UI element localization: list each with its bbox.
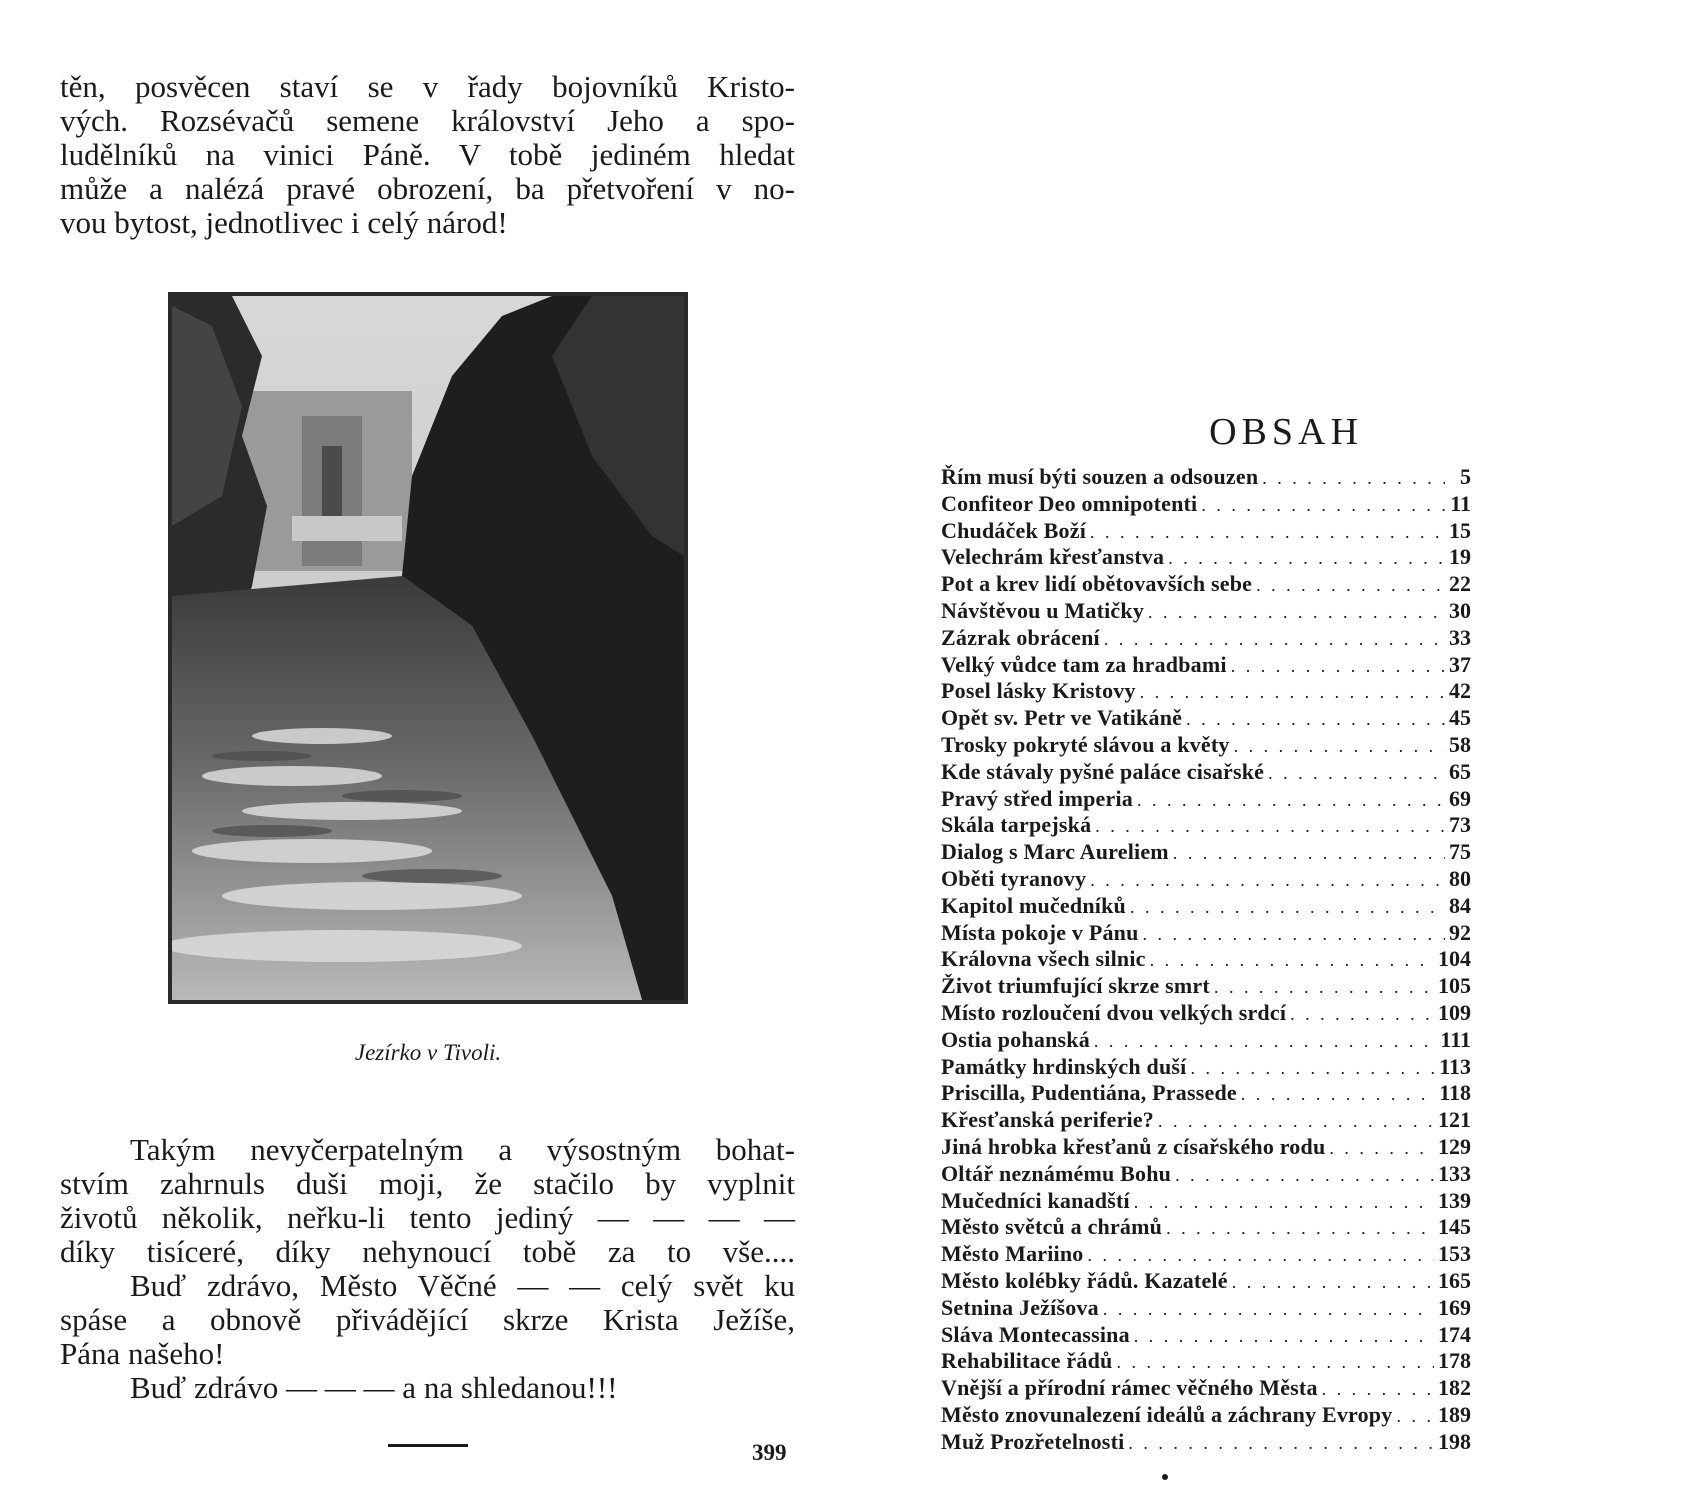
toc-entry-page: 104: [1438, 946, 1471, 972]
text-line: Takým nevyčerpatelným a výsostným bohat-: [130, 1132, 795, 1167]
text-line: stvím zahrnuls duši moji, že stačilo by vyplnit: [60, 1166, 795, 1201]
toc-dot-leader: [1094, 1031, 1437, 1052]
toc-entry-page: 121: [1438, 1107, 1471, 1133]
toc-entry-title: Zázrak obrácení: [941, 624, 1100, 650]
toc-entry-title: Místa pokoje v Pánu: [941, 919, 1139, 945]
toc-entry: [941, 1402, 1471, 1429]
toc-dot-leader: [1103, 1299, 1434, 1320]
toc-entry: [941, 1134, 1471, 1161]
toc-entry: [941, 1268, 1471, 1295]
text-line: ludělníků na vinici Páně. V tobě jediném hledat: [60, 137, 795, 172]
toc-dot-leader: [1175, 1165, 1434, 1186]
toc-entry: [941, 786, 1471, 813]
toc-entry-page: 45: [1449, 705, 1471, 731]
toc-entry-page: 113: [1439, 1053, 1471, 1079]
toc-entry-title: Město světců a chrámů: [941, 1214, 1163, 1240]
toc-dot-leader: [1234, 736, 1445, 757]
toc-entry: [941, 598, 1471, 625]
toc-dot-leader: [1231, 656, 1445, 677]
toc-dot-leader: [1140, 682, 1445, 703]
text-line: spáse a obnově přivádějící skrze Krista Ježíše,: [60, 1302, 795, 1337]
toc-dot-leader: [1241, 1084, 1435, 1105]
toc-entry-page: 111: [1440, 1026, 1471, 1052]
photo-lake-tivoli: [168, 292, 688, 1004]
toc-entry-page: 84: [1449, 892, 1471, 918]
table-of-contents: [941, 464, 1471, 1455]
text-line: Pána našeho!: [60, 1336, 225, 1371]
toc-entry: [941, 1375, 1471, 1402]
toc-dot-leader: [1090, 522, 1445, 543]
toc-entry: [941, 544, 1471, 571]
toc-dot-leader: [1130, 897, 1445, 918]
toc-entry: [941, 1241, 1471, 1268]
toc-entry-title: Město znovunalezení ideálů a záchrany Evropy: [941, 1401, 1393, 1427]
toc-entry-page: 42: [1449, 678, 1471, 704]
toc-entry-page: 118: [1439, 1080, 1471, 1106]
text-line: těn, posvěcen staví se v řady bojovníků Kristo-: [60, 69, 795, 104]
toc-entry: [941, 812, 1471, 839]
toc-entry: [941, 678, 1471, 705]
toc-entry-page: 37: [1449, 651, 1471, 677]
toc-entry-title: Chudáček Boží: [941, 517, 1087, 543]
text-line: Buď zdrávo, Město Věčné — — celý svět ku: [130, 1268, 795, 1303]
toc-entry: [941, 652, 1471, 679]
toc-entry-title: Dialog s Marc Aureliem: [941, 839, 1169, 865]
toc-entry-page: 58: [1449, 731, 1471, 757]
text-line: vých. Rozsévačů semene království Jeho a spo-: [60, 103, 795, 138]
text-line: životů několik, neřku-li tento jediný — — — —: [60, 1200, 795, 1235]
toc-entry: [941, 464, 1471, 491]
toc-entry: [941, 759, 1471, 786]
toc-dot-leader: [1190, 1058, 1435, 1079]
toc-entry: [941, 1188, 1471, 1215]
toc-entry: [941, 1429, 1471, 1456]
toc-entry-title: Město kolébky řádů. Kazatelé: [941, 1267, 1228, 1293]
toc-entry-title: Pravý střed imperia: [941, 785, 1133, 811]
toc-entry-page: 133: [1438, 1160, 1471, 1186]
toc-entry: [941, 518, 1471, 545]
toc-dot-leader: [1090, 870, 1445, 891]
toc-entry-page: 11: [1450, 490, 1471, 516]
toc-entry-title: Velechrám křesťanstva: [941, 544, 1165, 570]
toc-entry-page: 22: [1449, 571, 1471, 597]
text-line: vou bytost, jednotlivec i celý národ!: [60, 205, 508, 240]
toc-entry-title: Velký vůdce tam za hradbami: [941, 651, 1227, 677]
toc-entry-title: Rehabilitace řádů: [941, 1348, 1113, 1374]
toc-dot-leader: [1088, 1245, 1434, 1266]
toc-entry-page: 129: [1438, 1133, 1471, 1159]
toc-entry-page: 198: [1438, 1428, 1471, 1454]
toc-dot-leader: [1150, 950, 1434, 971]
toc-entry-title: Jiná hrobka křesťanů z císařského rodu: [941, 1133, 1326, 1159]
toc-entry-title: Město Mariino: [941, 1241, 1084, 1267]
text-line: může a nalézá pravé obrození, ba přetvoření v no-: [60, 171, 795, 206]
toc-entry-title: Královna všech silnic: [941, 946, 1146, 972]
toc-entry: [941, 1161, 1471, 1188]
toc-dot-leader: [1268, 763, 1445, 784]
toc-dot-leader: [1201, 495, 1445, 516]
toc-entry-title: Život triumfující skrze smrt: [941, 973, 1210, 999]
toc-entry: [941, 1295, 1471, 1322]
toc-entry: [941, 1348, 1471, 1375]
toc-entry: [941, 839, 1471, 866]
toc-entry: [941, 705, 1471, 732]
toc-entry-title: Vnější a přírodní rámec věčného Města: [941, 1375, 1318, 1401]
toc-dot-leader: [1329, 1138, 1434, 1159]
text-line: Buď zdrávo — — — a na shledanou!!!: [130, 1370, 618, 1405]
toc-entry-page: 19: [1449, 544, 1471, 570]
toc-entry-title: Místo rozloučení dvou velkých srdcí: [941, 999, 1287, 1025]
decorative-dot: [1162, 1474, 1168, 1480]
toc-entry: [941, 732, 1471, 759]
text-line: díky tisíceré, díky nehynoucí tobě za to vše....: [60, 1234, 795, 1269]
toc-dot-leader: [1128, 1433, 1434, 1454]
toc-entry-title: Návštěvou u Matičky: [941, 597, 1145, 623]
toc-entry: [941, 973, 1471, 1000]
toc-dot-leader: [1168, 548, 1445, 569]
toc-entry-page: 105: [1438, 973, 1471, 999]
toc-entry-page: 178: [1438, 1348, 1471, 1374]
intro-paragraph: [60, 70, 795, 240]
toc-entry: [941, 1107, 1471, 1134]
toc-entry: [941, 491, 1471, 518]
toc-entry: [941, 866, 1471, 893]
toc-entry-page: 139: [1438, 1187, 1471, 1213]
toc-entry-title: Skála tarpejská: [941, 812, 1092, 838]
toc-entry-page: 80: [1449, 865, 1471, 891]
toc-entry-title: Pot a krev lidí obětovavších sebe: [941, 571, 1253, 597]
toc-entry-title: Trosky pokryté slávou a květy: [941, 731, 1230, 757]
toc-entry: [941, 946, 1471, 973]
toc-dot-leader: [1396, 1406, 1434, 1427]
toc-dot-leader: [1214, 977, 1434, 998]
toc-dot-leader: [1290, 1004, 1434, 1025]
toc-entry-page: 5: [1460, 464, 1471, 489]
toc-entry: [941, 571, 1471, 598]
toc-dot-leader: [1095, 816, 1445, 837]
toc-entry-title: Oběti tyranovy: [941, 865, 1087, 891]
toc-entry-title: Confiteor Deo omnipotenti: [941, 490, 1198, 516]
toc-entry-page: 30: [1449, 597, 1471, 623]
toc-entry: [941, 920, 1471, 947]
toc-entry-page: 169: [1438, 1294, 1471, 1320]
toc-entry: [941, 1322, 1471, 1349]
toc-dot-leader: [1262, 468, 1445, 489]
toc-entry-page: 145: [1438, 1214, 1471, 1240]
toc-entry-title: Mučedníci kanadští: [941, 1187, 1130, 1213]
toc-entry-title: Ostia pohanská: [941, 1026, 1090, 1052]
toc-dot-leader: [1134, 1326, 1434, 1347]
toc-dot-leader: [1158, 1111, 1434, 1132]
toc-entry: [941, 1000, 1471, 1027]
toc-heading: OBSAH: [1209, 411, 1363, 454]
toc-dot-leader: [1322, 1379, 1434, 1400]
toc-entry: [941, 1027, 1471, 1054]
photo-image: [172, 296, 684, 1000]
toc-dot-leader: [1143, 924, 1445, 945]
toc-entry-title: Setnina Ježíšova: [941, 1294, 1099, 1320]
toc-entry-page: 153: [1438, 1241, 1471, 1267]
toc-entry: [941, 1080, 1471, 1107]
toc-entry-page: 69: [1449, 785, 1471, 811]
toc-dot-leader: [1104, 629, 1445, 650]
toc-entry-title: Oltář neznámému Bohu: [941, 1160, 1172, 1186]
toc-entry-title: Opět sv. Petr ve Vatikáně: [941, 705, 1183, 731]
toc-entry-title: Posel lásky Kristovy: [941, 678, 1136, 704]
toc-entry-page: 92: [1449, 919, 1471, 945]
toc-entry-page: 189: [1438, 1401, 1471, 1427]
toc-entry-title: Priscilla, Pudentiána, Prassede: [941, 1080, 1237, 1106]
closing-paragraph: [60, 1133, 795, 1405]
toc-dot-leader: [1137, 790, 1445, 811]
toc-entry-page: 165: [1438, 1267, 1471, 1293]
toc-dot-leader: [1134, 1192, 1434, 1213]
toc-entry-page: 75: [1449, 839, 1471, 865]
toc-entry-title: Kapitol mučedníků: [941, 892, 1126, 918]
toc-entry: [941, 1054, 1471, 1081]
toc-entry-page: 174: [1438, 1321, 1471, 1347]
toc-entry-page: 33: [1449, 624, 1471, 650]
toc-dot-leader: [1116, 1352, 1434, 1373]
toc-entry-title: Kde stávaly pyšné paláce cisařské: [941, 758, 1265, 784]
toc-entry-title: Křesťanská periferie?: [941, 1107, 1155, 1133]
toc-entry: [941, 625, 1471, 652]
toc-entry-page: 65: [1449, 758, 1471, 784]
toc-dot-leader: [1232, 1272, 1434, 1293]
toc-dot-leader: [1256, 575, 1445, 596]
toc-entry-page: 182: [1438, 1375, 1471, 1401]
toc-dot-leader: [1148, 602, 1445, 623]
toc-dot-leader: [1186, 709, 1445, 730]
toc-entry-page: 73: [1449, 812, 1471, 838]
toc-entry: [941, 1214, 1471, 1241]
toc-entry-page: 15: [1449, 517, 1471, 543]
photo-caption: Jezírko v Tivoli.: [354, 1040, 502, 1065]
toc-entry-title: Řím musí býti souzen a odsouzen: [941, 464, 1259, 489]
toc-dot-leader: [1173, 843, 1445, 864]
toc-entry-title: Muž Prozřetelnosti: [941, 1428, 1125, 1454]
toc-dot-leader: [1166, 1218, 1434, 1239]
toc-entry-page: 109: [1438, 999, 1471, 1025]
toc-entry-title: Sláva Montecassina: [941, 1321, 1130, 1347]
end-divider: [388, 1444, 468, 1447]
toc-entry-title: Památky hrdinských duší: [941, 1053, 1187, 1079]
page-number: 399: [752, 1440, 787, 1465]
toc-entry: [941, 893, 1471, 920]
right-page: [846, 0, 1692, 1500]
